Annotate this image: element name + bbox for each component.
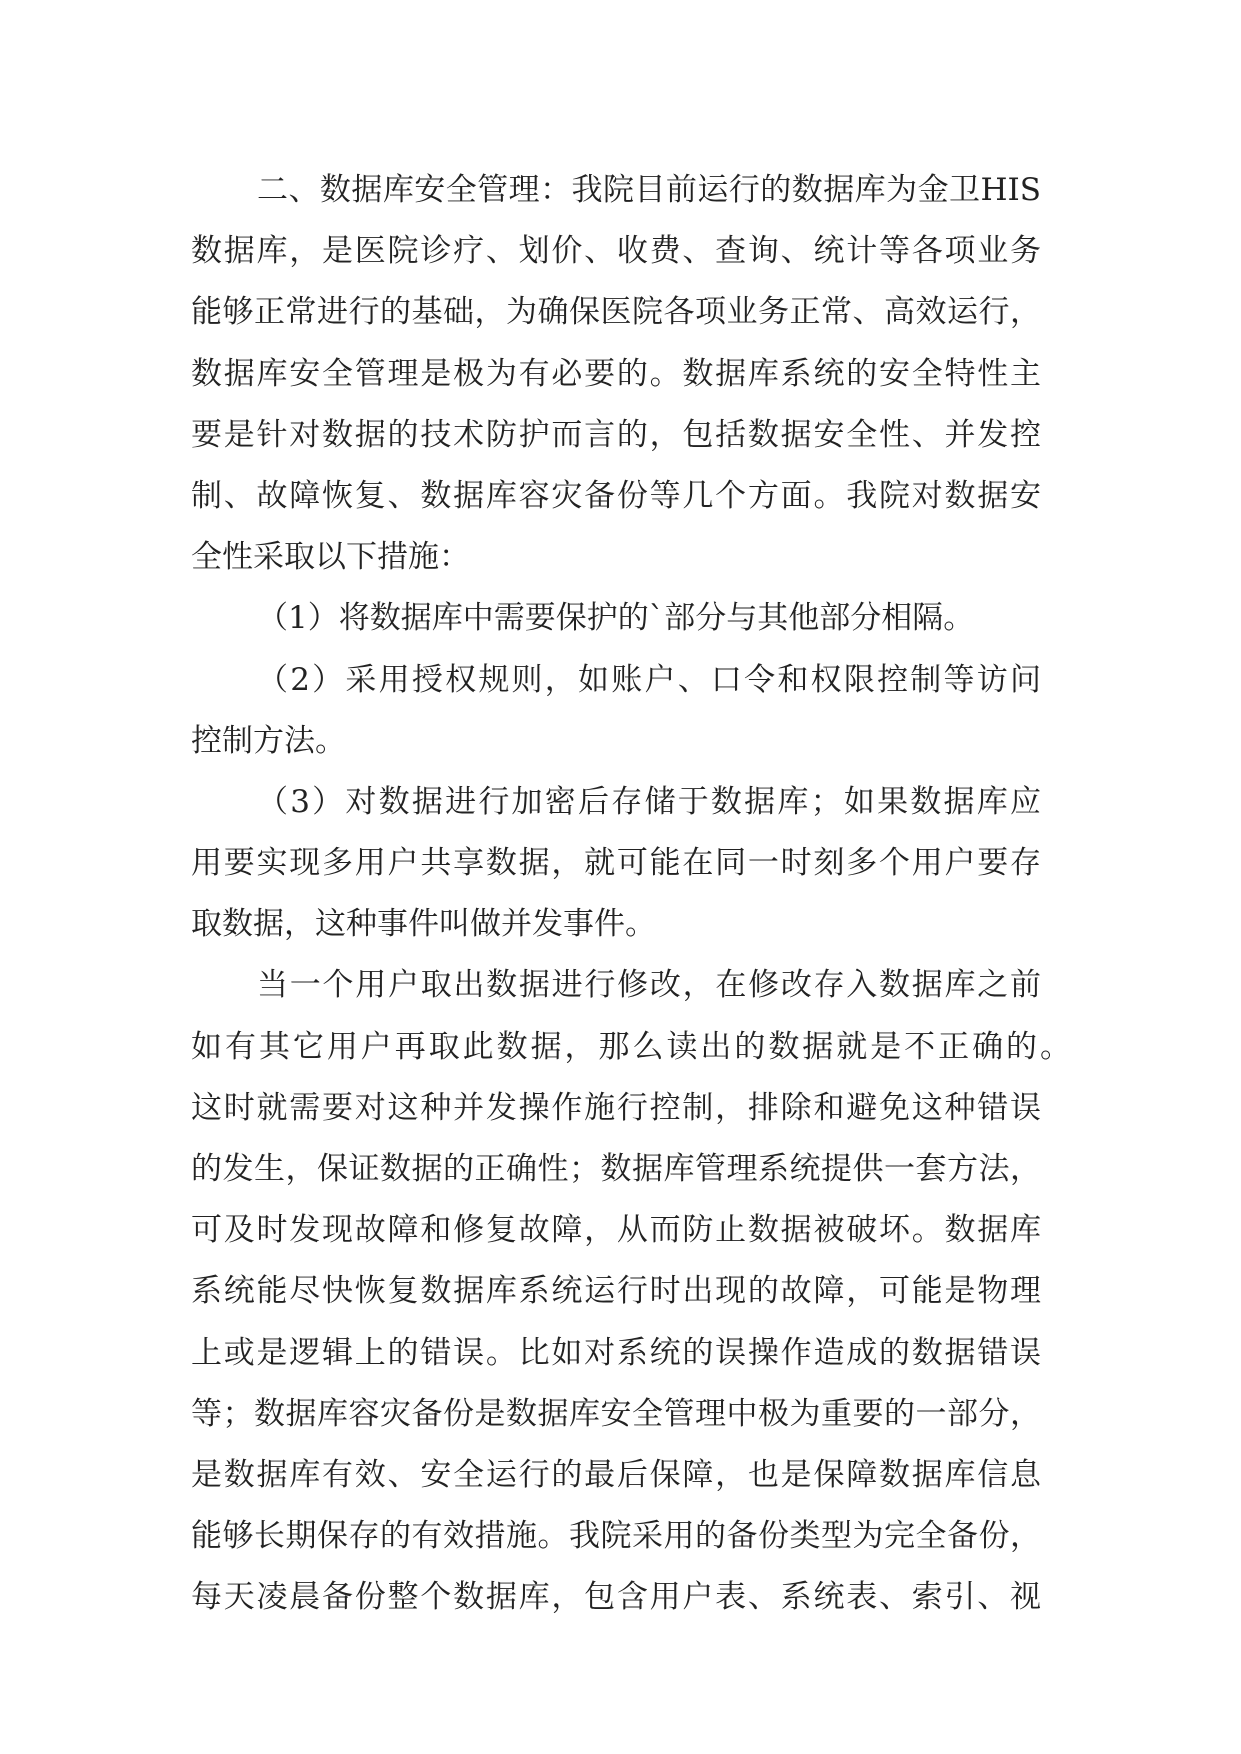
paragraph-line: 是数据库有效、安全运行的最后保障，也是保障数据库信息 xyxy=(191,1456,1041,1493)
list-item-line: （3）对数据进行加密后存储于数据库；如果数据库应 xyxy=(257,783,1041,820)
list-item-line: 用要实现多用户共享数据，就可能在同一时刻多个用户要存 xyxy=(191,845,1041,882)
paragraph-line: 能够长期保存的有效措施。我院采用的备份类型为完全备份， xyxy=(191,1518,1041,1555)
paragraph-line: 等；数据库容灾备份是数据库安全管理中极为重要的一部分， xyxy=(191,1395,1041,1432)
paragraph-line: 的发生，保证数据的正确性；数据库管理系统提供一套方法， xyxy=(191,1151,1041,1187)
paragraph-line: 当一个用户取出数据进行修改，在修改存入数据库之前 xyxy=(257,967,1041,1004)
paragraph-line: 制、故障恢复、数据库容灾备份等几个方面。我院对数据安 xyxy=(191,477,1041,514)
paragraph-line: 数据库，是医院诊疗、划价、收费、查询、统计等各项业务 xyxy=(191,233,1041,270)
paragraph-line: 上或是逻辑上的错误。比如对系统的误操作造成的数据错误 xyxy=(191,1334,1041,1371)
paragraph-line: 系统能尽快恢复数据库系统运行时出现的故障，可能是物理 xyxy=(191,1273,1041,1310)
paragraph-line: 二、数据库安全管理：我院目前运行的数据库为金卫HIS xyxy=(257,172,1041,208)
document-body xyxy=(191,160,1071,1629)
list-item-line: 控制方法。 xyxy=(191,722,346,759)
list-item-line: 取数据，这种事件叫做并发事件。 xyxy=(191,906,656,943)
paragraph-line: 全性采取以下措施： xyxy=(191,539,470,576)
paragraph-line: 数据库安全管理是极为有必要的。数据库系统的安全特性主 xyxy=(191,355,1041,392)
paragraph-line: 能够正常进行的基础，为确保医院各项业务正常、高效运行， xyxy=(191,294,1041,331)
paragraph-line: 如有其它用户再取此数据，那么读出的数据就是不正确的。 xyxy=(191,1028,1071,1065)
paragraph-line: 要是针对数据的技术防护而言的，包括数据安全性、并发控 xyxy=(191,416,1041,453)
paragraph-line: 这时就需要对这种并发操作施行控制，排除和避免这种错误 xyxy=(191,1089,1041,1126)
paragraph-line: 可及时发现故障和修复故障，从而防止数据被破坏。数据库 xyxy=(191,1212,1041,1249)
list-item-line: （1）将数据库中需要保护的`部分与其他部分相隔。 xyxy=(257,600,975,637)
list-item-line: （2）采用授权规则，如账户、口令和权限控制等访问 xyxy=(257,661,1041,698)
paragraph-line: 每天凌晨备份整个数据库，包含用户表、系统表、索引、视 xyxy=(191,1579,1041,1616)
